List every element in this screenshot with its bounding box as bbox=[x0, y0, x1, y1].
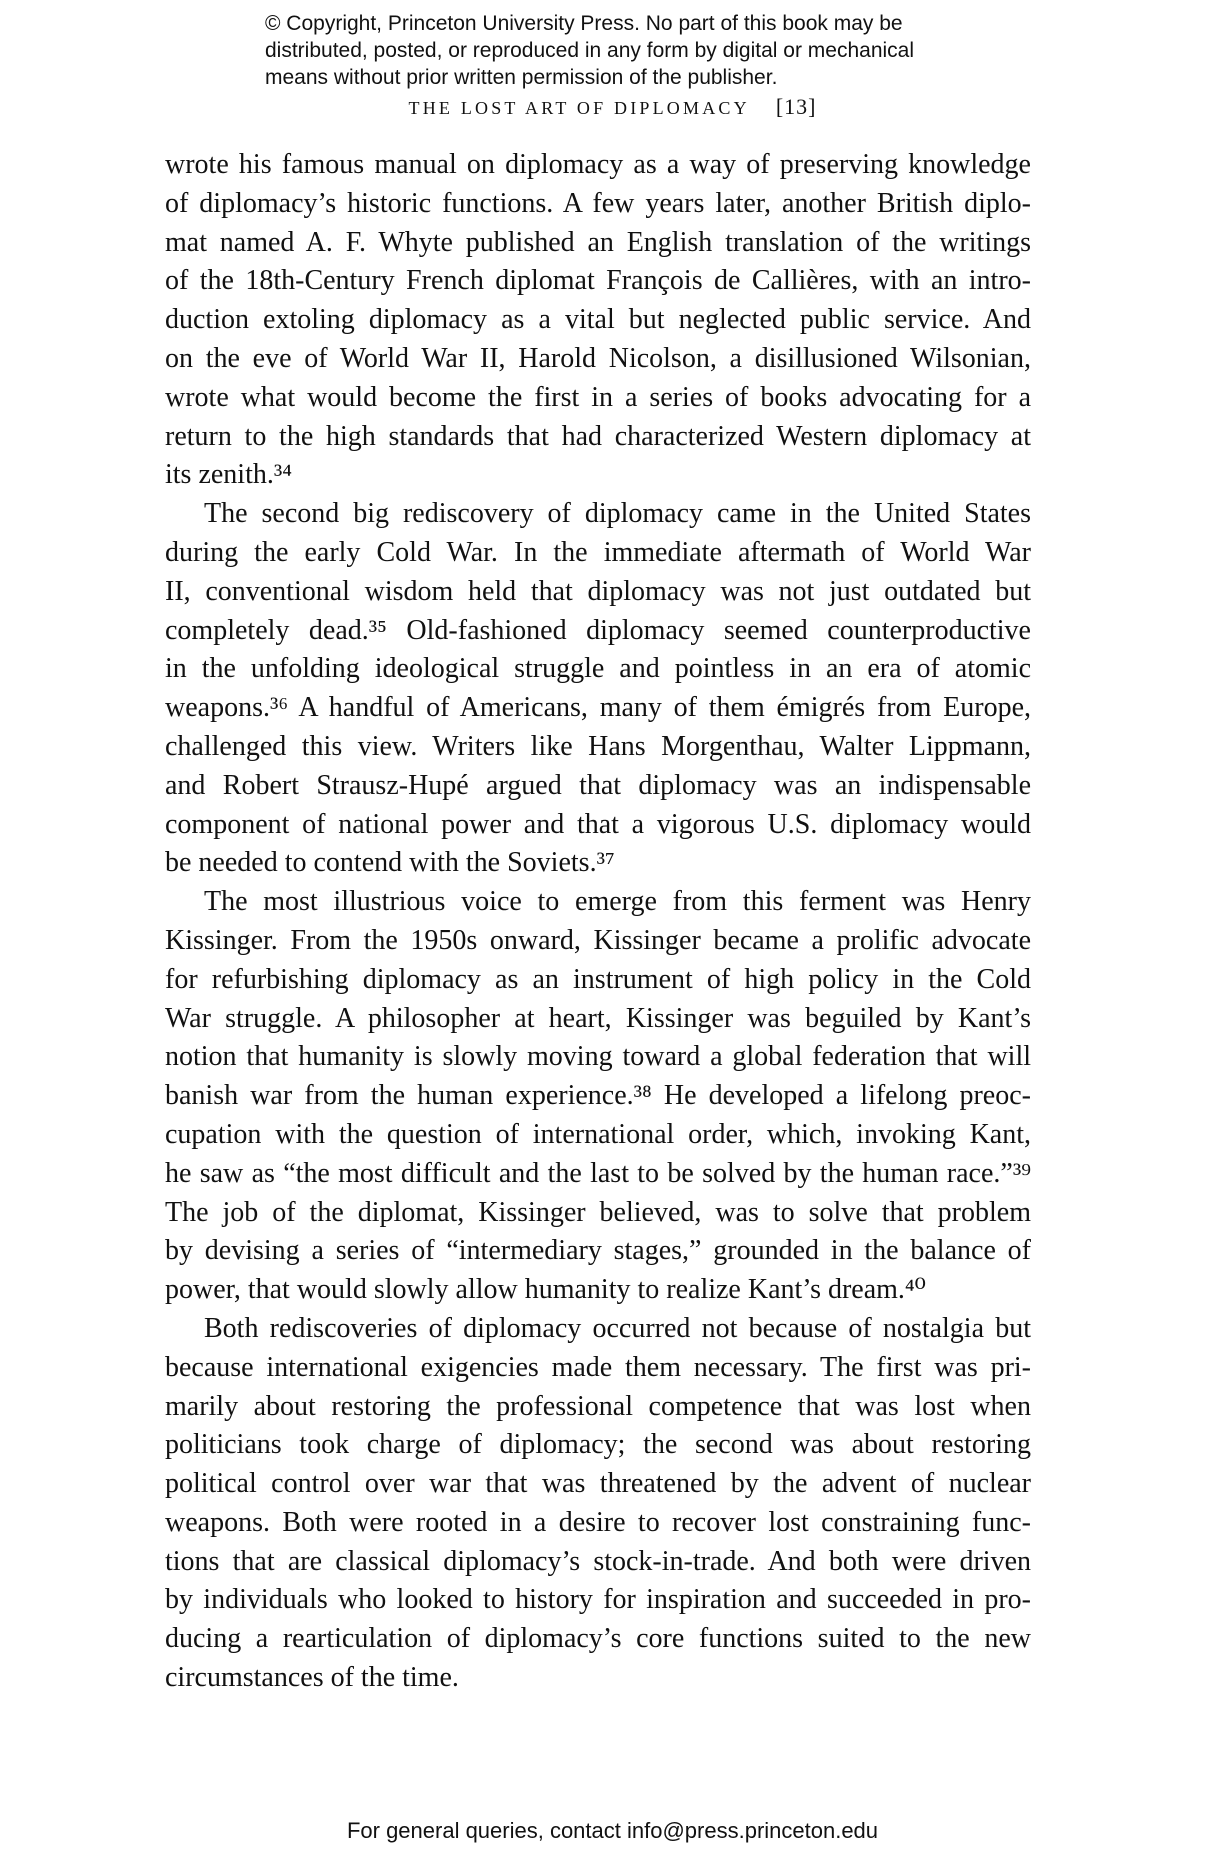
paragraph-line: its zenith.³⁴ bbox=[165, 459, 293, 491]
body-text bbox=[165, 146, 1031, 1698]
paragraph-line: political control over war that was threatened by the advent of nuclear bbox=[165, 1468, 1031, 1500]
paragraph-line: of diplomacy’s historic functions. A few years later, another British diplo- bbox=[165, 187, 1031, 219]
paragraph-line: be needed to contend with the Soviets.³⁷ bbox=[165, 847, 615, 879]
paragraph-line: duction extoling diplomacy as a vital but neglected public service. And bbox=[165, 304, 1031, 336]
paragraph-line: challenged this view. Writers like Hans Morgenthau, Walter Lippmann, bbox=[165, 730, 1031, 762]
paragraph-line: of the 18th-Century French diplomat François de Callières, with an intro- bbox=[165, 265, 1031, 297]
paragraph-line: notion that humanity is slowly moving toward a global federation that will bbox=[165, 1041, 1031, 1073]
paragraph-line: during the early Cold War. In the immediate aftermath of World War bbox=[165, 536, 1031, 568]
paragraph-line: cupation with the question of international order, which, invoking Kant, bbox=[165, 1118, 1031, 1150]
page-number: [13] bbox=[775, 94, 817, 119]
paragraph-line: weapons. Both were rooted in a desire to recover lost constraining func- bbox=[165, 1506, 1031, 1538]
paragraph-line: tions that are classical diplomacy’s stock-in-trade. And both were driven bbox=[165, 1545, 1031, 1577]
paragraph-line: wrote what would become the first in a series of books advocating for a bbox=[165, 381, 1031, 413]
paragraph-line: mat named A. F. Whyte published an English translation of the writings bbox=[165, 226, 1031, 258]
copyright-line: distributed, posted, or reproduced in any form by digital or mechanical bbox=[265, 39, 915, 62]
footer-contact: For general queries, contact info@press.princeton.edu bbox=[346, 1818, 879, 1843]
paragraph-line: he saw as “the most difficult and the last to be solved by the human race.”³⁹ bbox=[165, 1157, 1031, 1189]
paragraph-line: in the unfolding ideological struggle and pointless in an era of atomic bbox=[165, 653, 1031, 685]
paragraph-line: politicians took charge of diplomacy; the second was about restoring bbox=[165, 1429, 1031, 1461]
running-head bbox=[0, 94, 1225, 120]
paragraph-line: for refurbishing diplomacy as an instrument of high policy in the Cold bbox=[165, 963, 1031, 995]
paragraph-line: wrote his famous manual on diplomacy as a way of preserving knowledge bbox=[165, 149, 1031, 180]
copyright-notice bbox=[265, 10, 985, 91]
paragraph-line: circumstances of the time. bbox=[165, 1662, 459, 1694]
paragraph-line: component of national power and that a vigorous U.S. diplomacy would bbox=[165, 808, 1031, 840]
paragraph-line: weapons.³⁶ A handful of Americans, many of them émigrés from Europe, bbox=[165, 692, 1031, 724]
paragraph-line: and Robert Strausz-Hupé argued that diplomacy was an indispensable bbox=[165, 769, 1031, 801]
paragraph-line: The second big rediscovery of diplomacy came in the United States bbox=[204, 498, 1031, 530]
paragraph-line: on the eve of World War II, Harold Nicolson, a disillusioned Wilsonian, bbox=[165, 342, 1031, 374]
paragraph-line: Both rediscoveries of diplomacy occurred not because of nostalgia but bbox=[204, 1312, 1031, 1344]
paragraph-line: by devising a series of “intermediary stages,” grounded in the balance of bbox=[165, 1235, 1031, 1267]
paragraph-line: banish war from the human experience.³⁸ He developed a lifelong preoc- bbox=[165, 1080, 1031, 1112]
paragraph-line: Kissinger. From the 1950s onward, Kissinger became a prolific advocate bbox=[165, 924, 1031, 956]
paragraph-line: The most illustrious voice to emerge from this ferment was Henry bbox=[204, 886, 1031, 918]
paragraph-line: by individuals who looked to history for inspiration and succeeded in pro- bbox=[165, 1584, 1031, 1616]
paragraph-line: completely dead.³⁵ Old-fashioned diplomacy seemed counterproductive bbox=[165, 614, 1031, 646]
paragraph-line: return to the high standards that had characterized Western diplomacy at bbox=[165, 420, 1031, 452]
paragraph-line: ducing a rearticulation of diplomacy’s core functions suited to the new bbox=[165, 1623, 1031, 1655]
paragraph-line: because international exigencies made them necessary. The first was pri- bbox=[165, 1351, 1031, 1383]
paragraph-line: II, conventional wisdom held that diplomacy was not just outdated but bbox=[165, 575, 1031, 607]
paragraph-line: The job of the diplomat, Kissinger believed, was to solve that problem bbox=[165, 1196, 1031, 1228]
paragraph-line: War struggle. A philosopher at heart, Kissinger was beguiled by Kant’s bbox=[165, 1002, 1031, 1034]
copyright-line: means without prior written permission of the publisher. bbox=[265, 66, 778, 89]
paragraph-line: power, that would slowly allow humanity to realize Kant’s dream.⁴⁰ bbox=[165, 1274, 926, 1306]
copyright-line: © Copyright, Princeton University Press. No part of this book may be bbox=[265, 12, 903, 35]
paragraph-line: marily about restoring the professional competence that was lost when bbox=[165, 1390, 1031, 1422]
running-head-title: THE LOST ART OF DIPLOMACY bbox=[408, 98, 750, 118]
